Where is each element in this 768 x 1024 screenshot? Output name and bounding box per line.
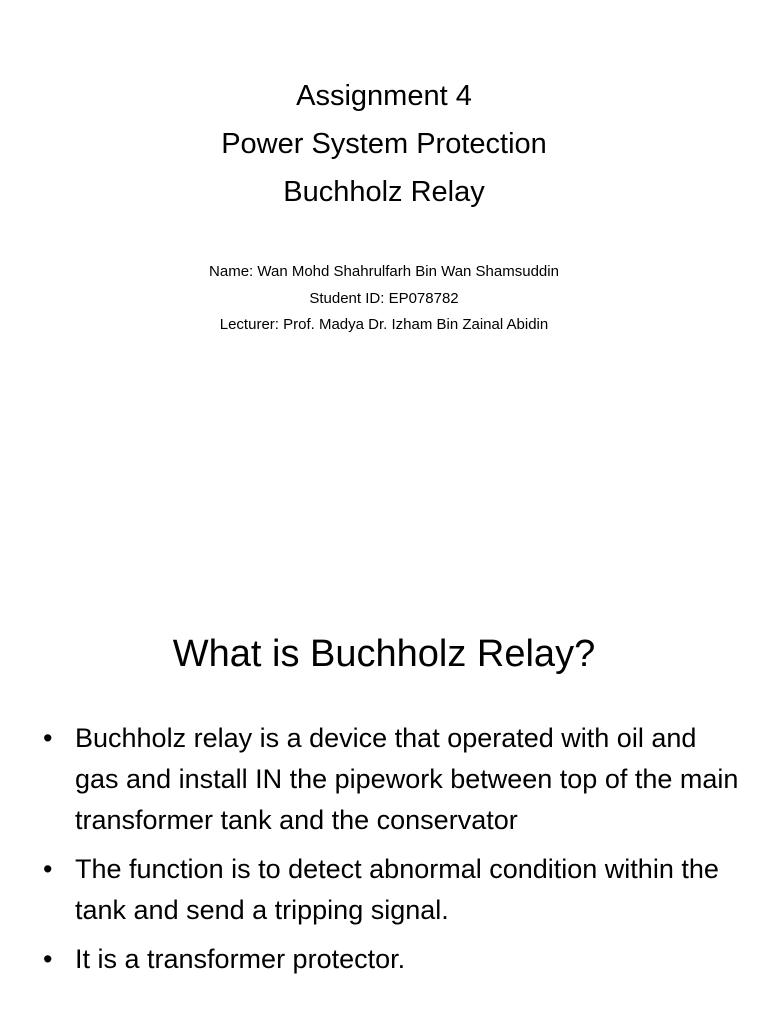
- assignment-title: Assignment 4: [296, 80, 472, 112]
- bullet-icon: •: [43, 854, 53, 884]
- lecturer-name: Lecturer: Prof. Madya Dr. Izham Bin Zainal Abidin: [219, 316, 549, 333]
- bullet-text: It is a transformer protector.: [75, 944, 406, 974]
- bullet-icon: •: [43, 944, 53, 974]
- bullet-text: Buchholz relay is a device that operated with oil and gas and install IN the pipework between top of the main transformer tank and the conservator: [75, 723, 739, 835]
- content-slide: [0, 576, 768, 1024]
- student-id: Student ID: EP078782: [309, 289, 459, 307]
- list-item: [40, 718, 740, 841]
- topic-title: Buchholz Relay: [283, 176, 485, 208]
- bullet-text: The function is to detect abnormal condition within the tank and send a tripping signal.: [75, 854, 719, 925]
- list-item: [40, 939, 740, 980]
- bullet-icon: •: [43, 723, 53, 753]
- student-details: [0, 259, 768, 339]
- course-title: Power System Protection: [221, 128, 547, 160]
- slide-title: What is Buchholz Relay?: [172, 633, 596, 675]
- list-item: [40, 849, 740, 931]
- title-block: [0, 72, 768, 216]
- student-name: Name: Wan Mohd Shahrulfarh Bin Wan Shamsuddin: [209, 263, 559, 280]
- bullet-list: [40, 718, 740, 988]
